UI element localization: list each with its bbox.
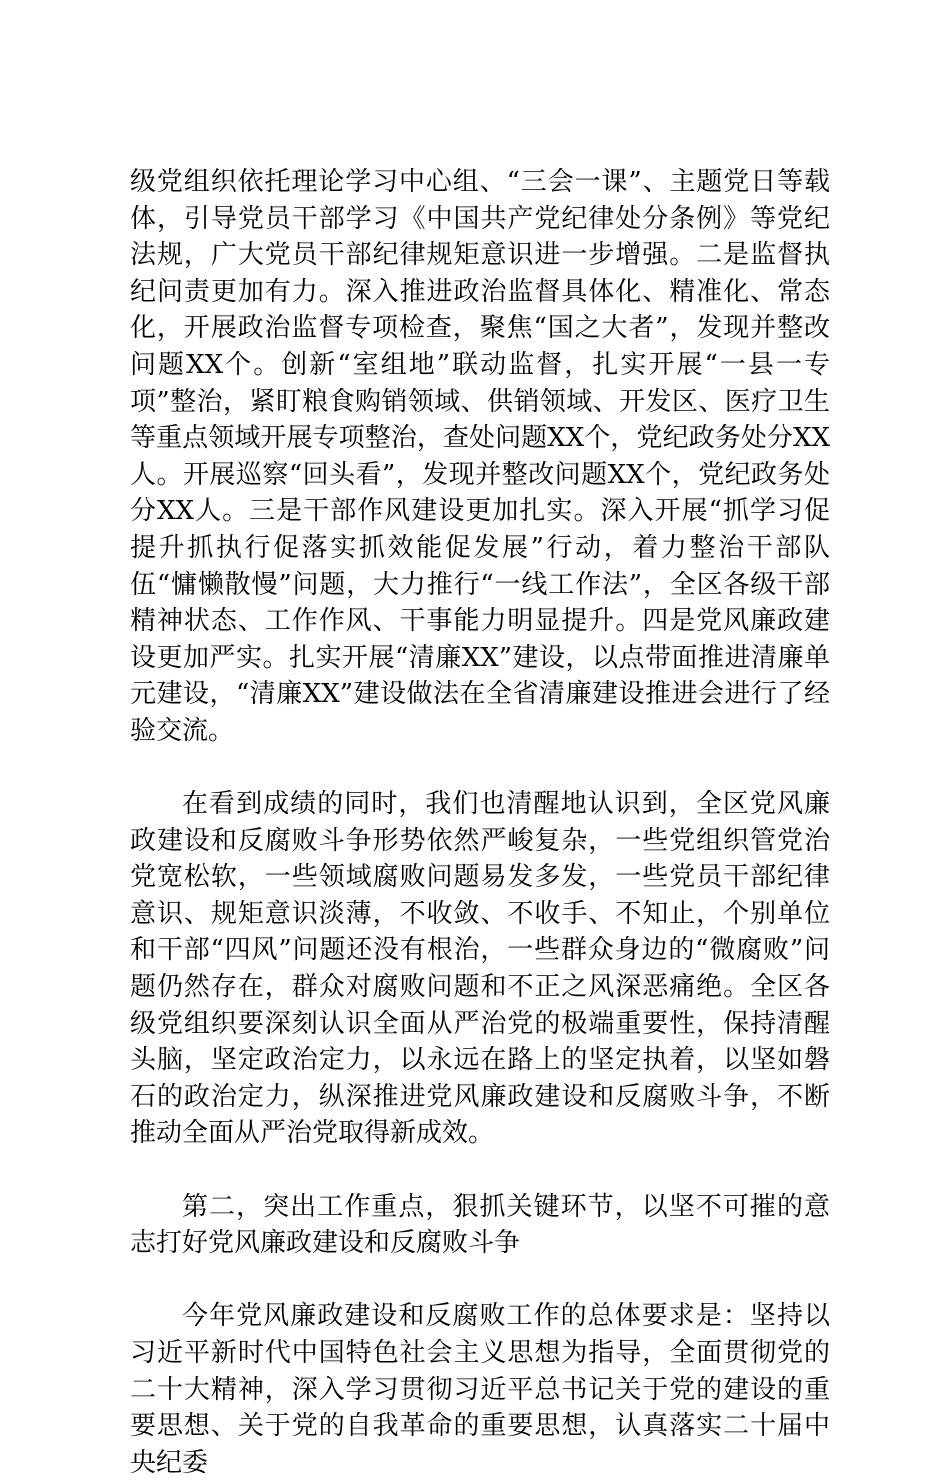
paragraph: 在看到成绩的同时，我们也清醒地认识到，全区党风廉政建设和反腐败斗争形势依然严峻复杂，一些党组织管党治党宽松软，一些领域腐败问题易发多发，一些党员干部纪律意识、规矩意识淡薄，不收敛、不收手、不知止，个别单位和干部“四风”问题还没有根治，一些群众身边的“微腐败”问题仍然存在，群众对腐败问题和不正之风深恶痛绝。全区各级党组织要深刻认识全面从严治党的极端重要性，保持清醒头脑，坚定政治定力，以永远在路上的坚定执着，以坚如磐石的政治定力，纵深推进党风廉政建设和反腐败斗争，不断推动全面从严治党取得新成效。 <box>130 789 830 1149</box>
paragraph-continued: 级党组织依托理论学习中心组、“三会一课”、主题党日等载体，引导党员干部学习《中国共产党纪律处分条例》等党纪法规，广大党员干部纪律规矩意识进一步增强。二是监督执纪问责更加有力。深入推进政治监督具体化、精准化、常态化，开展政治监督专项检查，聚焦“国之大者”，发现并整改问题XX个。创新“室组地”联动监督，扎实开展“一县一专项”整治，紧盯粮食购销领域、供销领域、开发区、医疗卫生等重点领域开展专项整治，查处问题XX个，党纪政务处分XX人。开展巡察“回头看”，发现并整改问题XX个，党纪政务处分XX人。三是干部作风建设更加扎实。深入开展“抓学习促提升抓执行促落实抓效能促发展”行动，着力整治干部队伍“慵懒散慢”问题，大力推行“一线工作法”，全区各级干部精神状态、工作作风、干事能力明显提升。四是党风廉政建设更加严实。扎实开展“清廉XX”建设，以点带面推进清廉单元建设，“清廉XX”建设做法在全省清廉建设推进会进行了经验交流。 <box>130 167 830 746</box>
document-body <box>130 164 830 1481</box>
section-heading: 第二，突出工作重点，狠抓关键环节，以坚不可摧的意志打好党风廉政建设和反腐败斗争 <box>130 1191 830 1259</box>
paragraph: 今年党风廉政建设和反腐败工作的总体要求是：坚持以习近平新时代中国特色社会主义思想为指导，全面贯彻党的二十大精神，深入学习贯彻习近平总书记关于党的建设的重要思想、关于党的自我革命的重要思想，认真落实二十届中央纪委 <box>130 1301 830 1478</box>
